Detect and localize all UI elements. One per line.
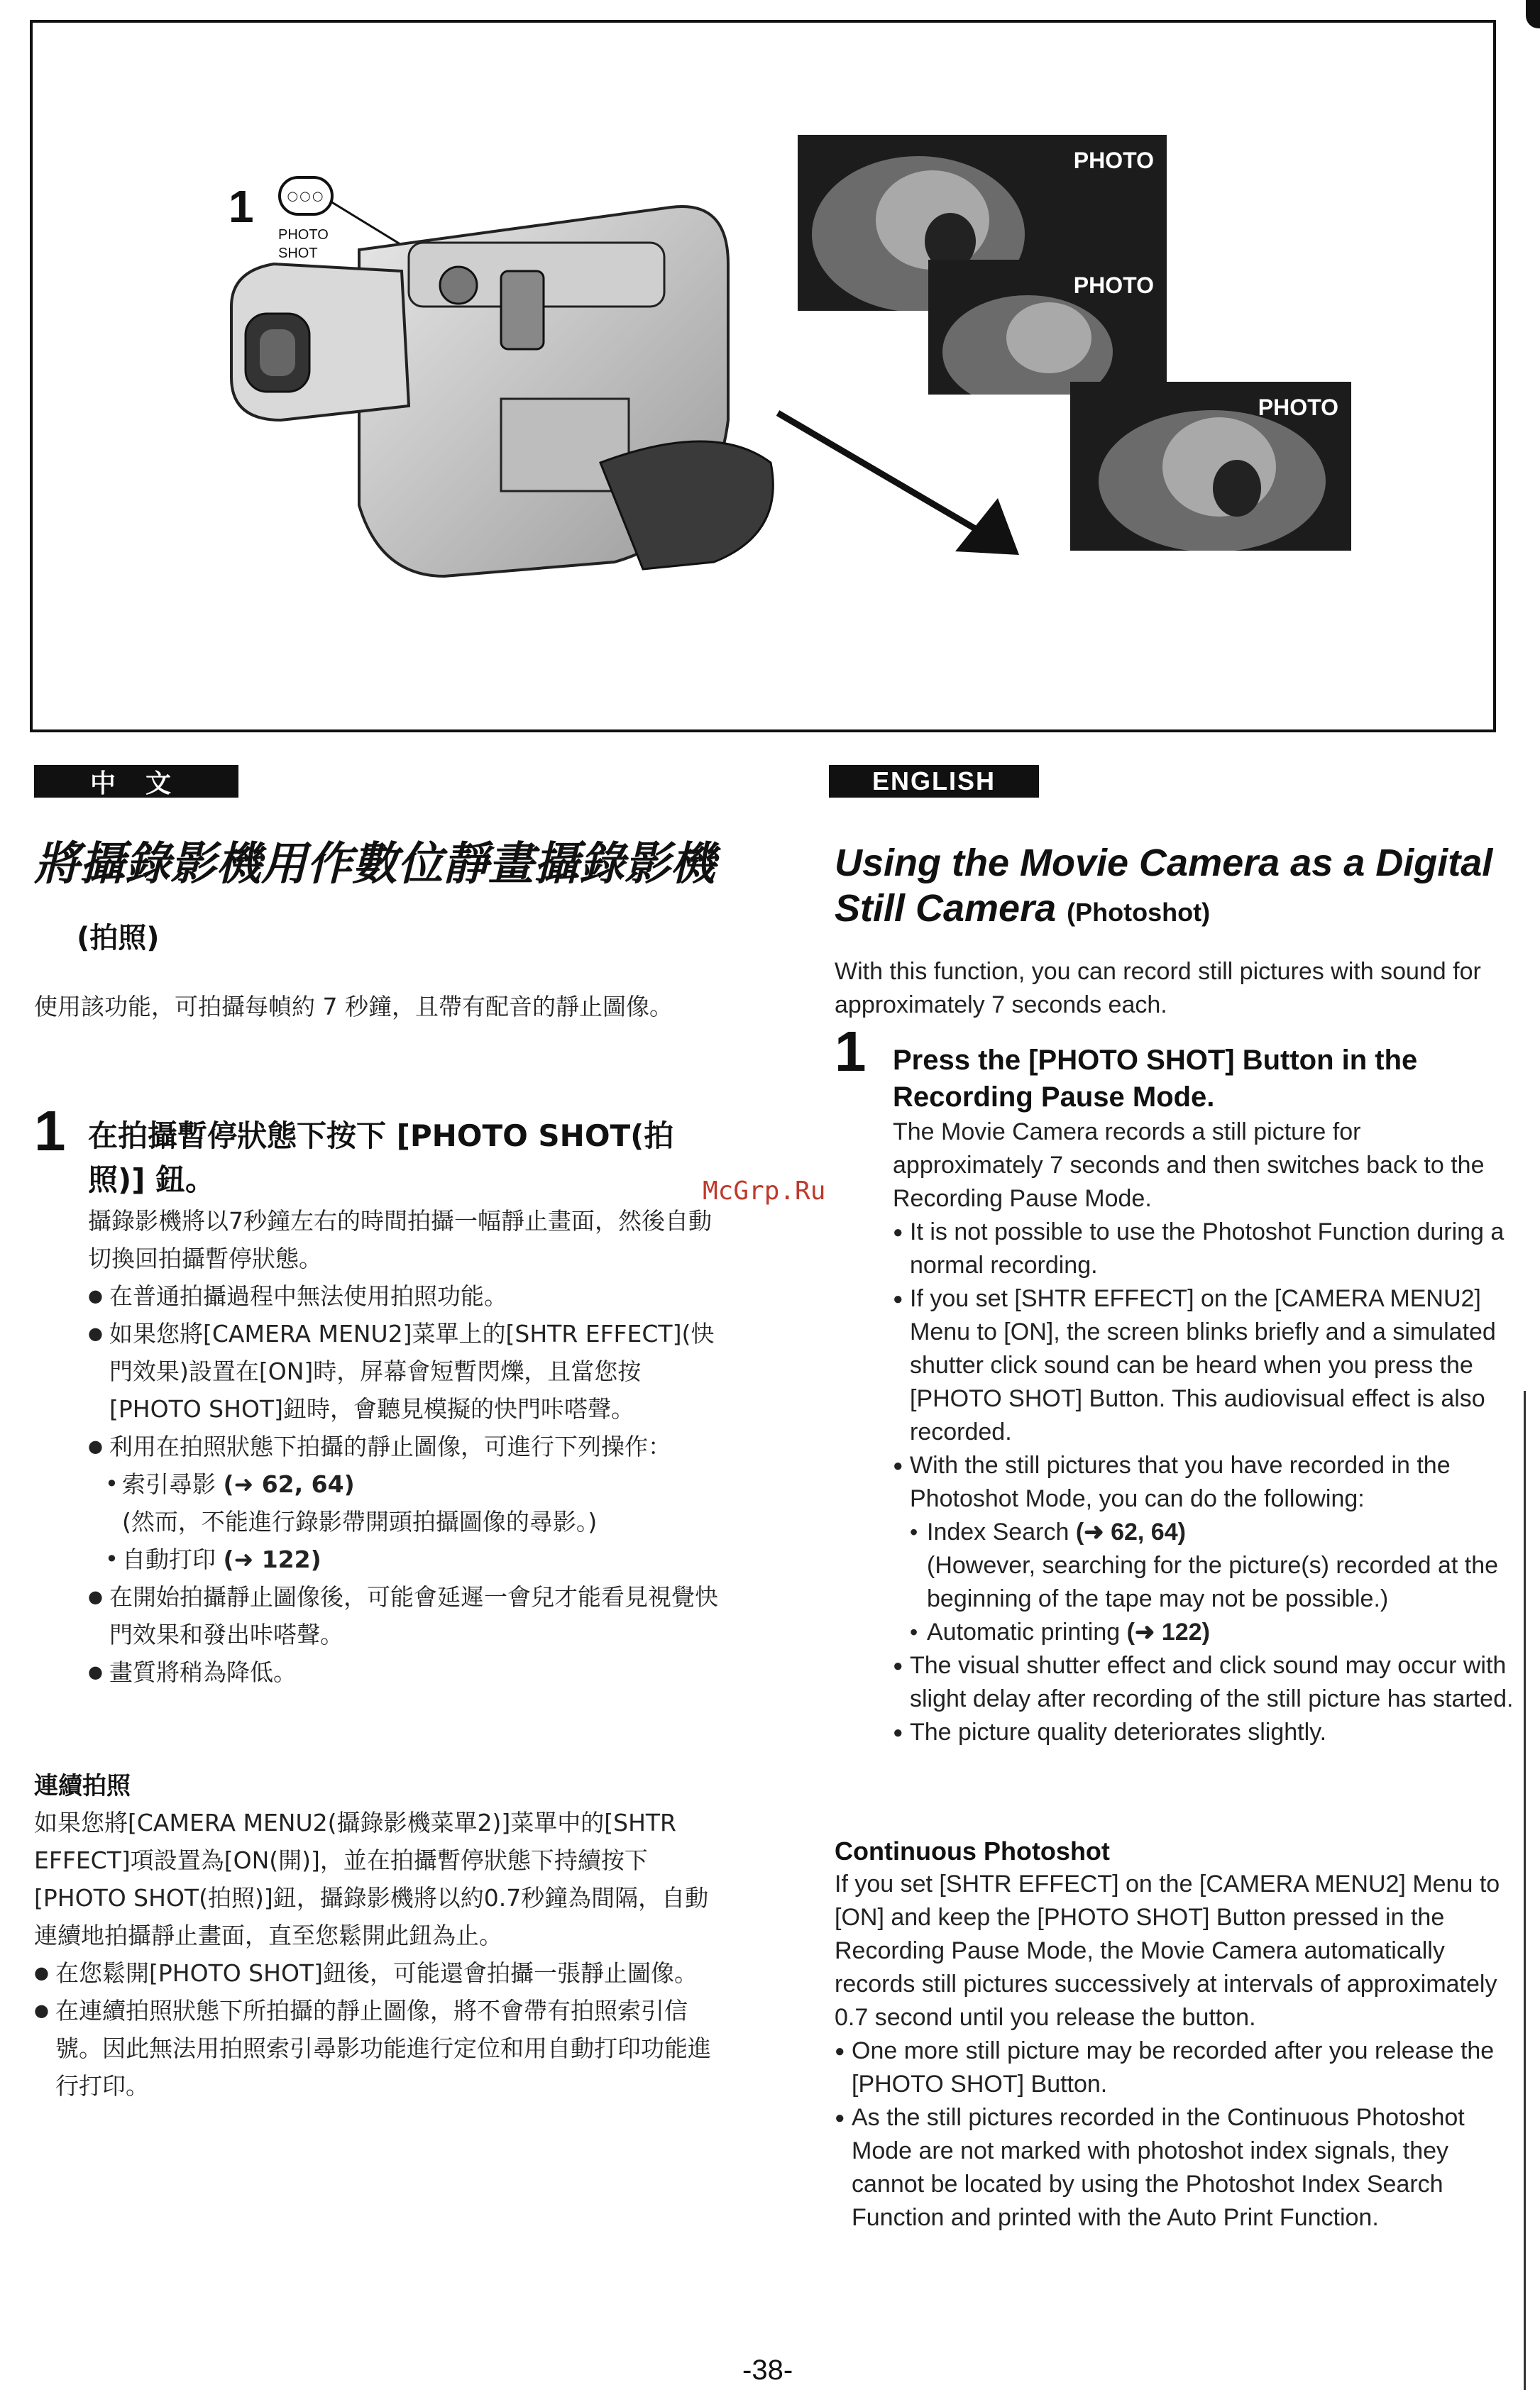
zh-step-text: 攝錄影機將以7秒鐘左右的時間拍攝一幅靜止畫面，然後自動切換回拍攝暫停狀態。	[88, 1207, 712, 1272]
list-item: ● As the still pictures recorded in the Continuous Photoshot Mode are not marked with photoshot index signals, they cannot be located by using the Photoshot Index Search Function and printed with the Auto Print Function.	[835, 2101, 1516, 2235]
zh-bullet-list	[88, 1578, 721, 1691]
list-item: ● 在您鬆開[PHOTO SHOT]鈕後，可能還會拍攝一張靜止圖像。	[34, 1954, 721, 1992]
en-sub-note: (However, searching for the picture(s) recorded at the beginning of the tape may not be possible.)	[927, 1552, 1499, 1612]
callout-number: 1	[229, 181, 254, 232]
lang-tag-chinese: 中 文	[34, 765, 238, 798]
list-item: ● One more still picture may be recorded after you release the [PHOTO SHOT] Button.	[835, 2034, 1516, 2101]
zh-intro: 使用該功能，可拍攝每幀約 7 秒鐘，且帶有配音的靜止圖像。	[34, 993, 673, 1020]
en-continuous-section	[835, 1835, 1516, 2235]
list-item: • Index Search (➜ 62, 64)	[908, 1516, 1517, 1549]
watermark-text: McGrp.Ru	[703, 1177, 826, 1206]
list-item: ● If you set [SHTR EFFECT] on the [CAMERA MENU2] Menu to [ON], the screen blinks briefly and a simulated shutter click sound can be heard when you press the [PHOTO SHOT] Button. This audiovisual effect is also recorded.	[893, 1282, 1517, 1449]
arrow-icon	[771, 399, 1040, 562]
en-sub-list	[908, 1516, 1517, 1549]
zh-continuous-text: 如果您將[CAMERA MENU2(攝錄影機菜單2)]菜單中的[SHTR EFFECT]項設置為[ON(開)]，並在拍攝暫停狀態下持續按下[PHOTO SHOT(拍照)]鈕，攝錄影機將以約0.7秒鐘為間隔，自動連續地拍攝靜止畫面，直至您鬆開此鈕為止。	[34, 1809, 709, 1949]
list-item: • Automatic printing (➜ 122)	[908, 1616, 1517, 1649]
zh-step-number: 1	[34, 1099, 66, 1162]
photo-shot-button-label: PHOTO SHOT	[278, 227, 329, 261]
zh-continuous-section	[34, 1768, 721, 2105]
camera-illustration	[217, 165, 799, 605]
zh-sub-list	[104, 1465, 721, 1503]
list-item: ● 在普通拍攝過程中無法使用拍照功能。	[88, 1277, 721, 1315]
en-bullet-list	[893, 1216, 1517, 1516]
photo-sample-2	[928, 260, 1167, 395]
lang-tag-english: ENGLISH	[829, 765, 1039, 798]
zh-continuous-bullets	[34, 1954, 721, 2105]
en-intro: With this function, you can record still pictures with sound for approximately 7 seconds each.	[835, 958, 1481, 1018]
en-continuous-bullets	[835, 2034, 1516, 2235]
en-continuous-heading: Continuous Photoshot	[835, 1836, 1110, 1866]
page-corner-mark	[1526, 0, 1540, 28]
list-item: ● 在開始拍攝靜止圖像後，可能會延遲一會兒才能看見視覺快門效果和發出咔嗒聲。	[88, 1578, 721, 1653]
photo-label: PHOTO	[1073, 148, 1154, 173]
photo-sample-3	[1070, 382, 1351, 551]
illustration-frame	[30, 20, 1496, 732]
list-item: • 索引尋影 (➜ 62, 64)	[104, 1465, 721, 1503]
photo-shot-button-icon: ○○○	[278, 176, 334, 216]
en-step-heading: Press the [PHOTO SHOT] Button in the Recording Pause Mode.	[893, 1045, 1418, 1113]
en-sub-list	[908, 1616, 1517, 1649]
zh-sub-note: (然而，不能進行錄影帶開頭拍攝圖像的尋影。)	[122, 1508, 598, 1536]
zh-step-heading: 在拍攝暫停狀態下按下 [PHOTO SHOT(拍照)] 鈕。	[88, 1118, 674, 1197]
en-step-text: The Movie Camera records a still picture for approximately 7 seconds and then switches back to the Recording Pause Mode.	[893, 1118, 1485, 1212]
en-continuous-text: If you set [SHTR EFFECT] on the [CAMERA MENU2] Menu to [ON] and keep the [PHOTO SHOT] Button pressed in the Recording Pause Mode, the Movie Camera automatically records still pictures successively at intervals of approximately 0.7 second until you release the button.	[835, 1871, 1500, 2031]
list-item: ● 利用在拍照狀態下拍攝的靜止圖像，可進行下列操作：	[88, 1428, 721, 1465]
zh-step-1	[88, 1114, 721, 1691]
list-item: ● With the still pictures that you have recorded in the Photoshot Mode, you can do the following:	[893, 1449, 1517, 1516]
zh-page-title: 將攝錄影機用作數位靜畫攝錄影機(拍照)	[34, 838, 715, 954]
photo-label: PHOTO	[1073, 272, 1154, 298]
photo-label: PHOTO	[1258, 395, 1338, 420]
list-item: ● 在連續拍照狀態下所拍攝的靜止圖像，將不會帶有拍照索引信號。因此無法用拍照索引尋影功能進行定位和用自動打印功能進行打印。	[34, 1992, 721, 2105]
list-item: ● 畫質將稍為降低。	[88, 1653, 721, 1691]
en-bullet-list	[893, 1649, 1517, 1749]
en-step-1	[893, 1042, 1517, 1749]
zh-continuous-heading: 連續拍照	[34, 1772, 131, 1800]
list-item: • 自動打印 (➜ 122)	[104, 1541, 721, 1578]
list-item: ● The picture quality deteriorates slightly.	[893, 1716, 1517, 1749]
zh-bullet-list	[88, 1277, 721, 1465]
page-right-rule	[1524, 1391, 1526, 2390]
list-item: ● It is not possible to use the Photoshot Function during a normal recording.	[893, 1216, 1517, 1282]
list-item: ● 如果您將[CAMERA MENU2]菜單上的[SHTR EFFECT](快門效果)設置在[ON]時，屏幕會短暫閃爍，且當您按[PHOTO SHOT]鈕時，會聽見模擬的快門咔嗒聲。	[88, 1315, 721, 1428]
list-item: ● The visual shutter effect and click sound may occur with slight delay after recording of the still picture has started.	[893, 1649, 1517, 1716]
en-step-number: 1	[835, 1020, 867, 1083]
en-page-title: Using the Movie Camera as a Digital Still Camera (Photoshot)	[835, 842, 1493, 930]
page-number: -38-	[742, 2355, 793, 2386]
zh-sub-list	[104, 1541, 721, 1578]
